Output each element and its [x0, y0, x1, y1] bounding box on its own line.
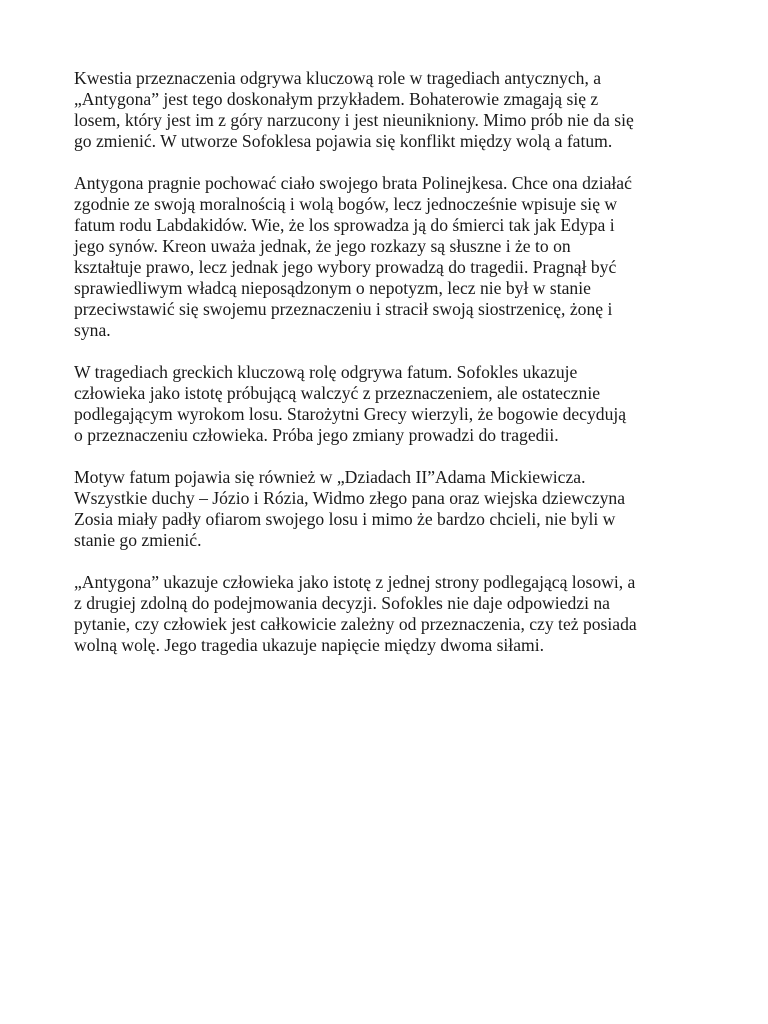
text-line: Wszystkie duchy – Józio i Rózia, Widmo złego pana oraz wiejska dziewczyna: [74, 488, 626, 508]
text-line: syna.: [74, 320, 111, 340]
text-line: „Antygona” jest tego doskonałym przykładem. Bohaterowie zmagają się z: [74, 89, 599, 109]
paragraph-4: [74, 467, 699, 551]
text-line: Motyw fatum pojawia się również w „Dziadach II”Adama Mickiewicza.: [74, 467, 586, 487]
paragraph-1: [74, 68, 699, 152]
text-line: jego synów. Kreon uważa jednak, że jego rozkazy są słuszne i że to on: [74, 236, 571, 256]
text-line: fatum rodu Labdakidów. Wie, że los sprowadza ją do śmierci tak jak Edypa i: [74, 215, 615, 235]
text-line: Antygona pragnie pochować ciało swojego brata Polinejkesa. Chce ona działać: [74, 173, 632, 193]
text-line: o przeznaczeniu człowieka. Próba jego zmiany prowadzi do tragedii.: [74, 425, 559, 445]
text-line: losem, który jest im z góry narzucony i jest nieunikniony. Mimo prób nie da się: [74, 110, 634, 130]
text-line: sprawiedliwym władcą nieposądzonym o nepotyzm, lecz nie był w stanie: [74, 278, 591, 298]
paragraph-2: [74, 173, 699, 341]
text-line: podlegającym wyrokom losu. Starożytni Grecy wierzyli, że bogowie decydują: [74, 404, 627, 424]
text-line: W tragediach greckich kluczową rolę odgrywa fatum. Sofokles ukazuje: [74, 362, 578, 382]
text-line: kształtuje prawo, lecz jednak jego wybory prowadzą do tragedii. Pragnął być: [74, 257, 617, 277]
text-line: wolną wolę. Jego tragedia ukazuje napięcie między dwoma siłami.: [74, 635, 544, 655]
document-body: [74, 68, 699, 677]
text-line: przeciwstawić się swojemu przeznaczeniu i stracił swoją siostrzenicę, żonę i: [74, 299, 613, 319]
text-line: „Antygona” ukazuje człowieka jako istotę z jednej strony podlegającą losowi, a: [74, 572, 636, 592]
text-line: z drugiej zdolną do podejmowania decyzji. Sofokles nie daje odpowiedzi na: [74, 593, 610, 613]
text-line: Zosia miały padły ofiarom swojego losu i mimo że bardzo chcieli, nie byli w: [74, 509, 616, 529]
text-line: go zmienić. W utworze Sofoklesa pojawia się konflikt między wolą a fatum.: [74, 131, 613, 151]
text-line: stanie go zmienić.: [74, 530, 202, 550]
paragraph-3: [74, 362, 699, 446]
text-line: zgodnie ze swoją moralnością i wolą bogów, lecz jednocześnie wpisuje się w: [74, 194, 618, 214]
text-line: człowieka jako istotę próbującą walczyć z przeznaczeniem, ale ostatecznie: [74, 383, 601, 403]
paragraph-5: [74, 572, 699, 656]
text-line: pytanie, czy człowiek jest całkowicie zależny od przeznaczenia, czy też posiada: [74, 614, 637, 634]
text-line: Kwestia przeznaczenia odgrywa kluczową role w tragediach antycznych, a: [74, 68, 602, 88]
